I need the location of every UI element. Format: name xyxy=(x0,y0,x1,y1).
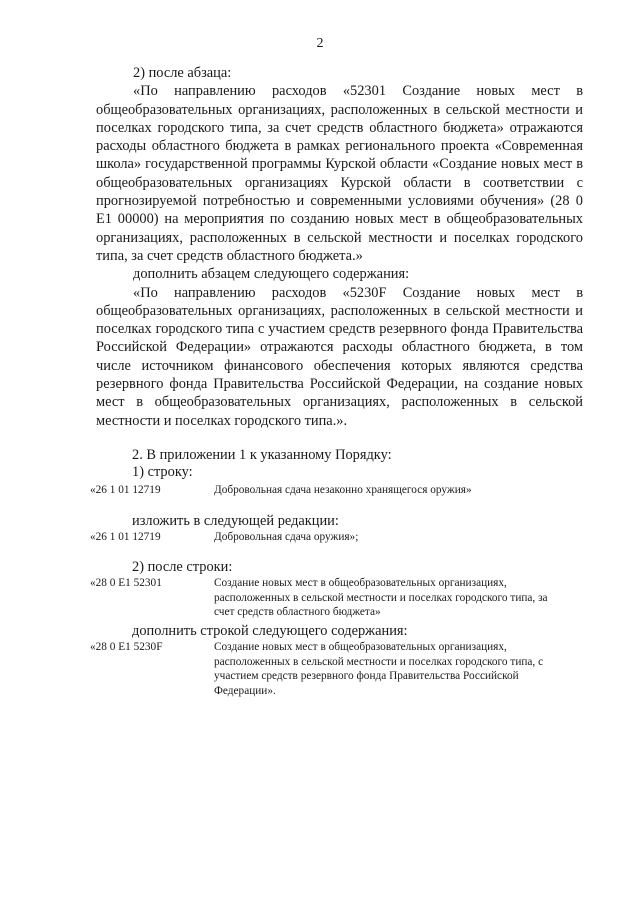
table-row-new xyxy=(90,530,560,545)
supplement-row-label: дополнить строкой следующего содержания: xyxy=(132,623,408,639)
quoted-paragraph-52301: «По направлению расходов «52301 Создание новых мест в общеобразовательных организациях, расположенных в сельской местности и поселках городского типа, за счет средств областного бюджета» отражаются расходы областного бюджета в рамках регионального проекта «Современная школа» государственной программы Курской области «Создание новых мест в общеобразовательных организациях Курской области в соответствии с прогнозируемой потребностью и современными условиями обучения» (28 0 Е1 00000) на мероприятия по созданию новых мест в общеобразовательных организациях, расположенных в сельской местности и поселках городского типа, за счет средств областного бюджета.» xyxy=(96,83,583,264)
item-2-label: 2) после строки: xyxy=(132,559,233,575)
row-description: Добровольная сдача незаконно хранящегося оружия» xyxy=(214,484,472,496)
item-1-label: 1) строку: xyxy=(132,464,193,480)
row-code: «26 1 01 12719 xyxy=(90,531,161,543)
section-2-heading: 2. В приложении 1 к указанному Порядку: xyxy=(132,447,392,463)
restate-label: изложить в следующей редакции: xyxy=(132,513,339,529)
table-row-5230F xyxy=(90,640,560,700)
supplement-intro: дополнить абзацем следующего содержания: xyxy=(133,266,410,283)
row-code: «28 0 Е1 5230F xyxy=(90,641,163,653)
row-code: «28 0 Е1 52301 xyxy=(90,577,162,589)
row-description: Создание новых мест в общеобразовательных организациях, расположенных в сельской местности и поселках городского типа, за счет средств областного бюджета» xyxy=(214,577,548,619)
new-paragraph-5230F: «По направлению расходов «5230F Создание новых мест в общеобразовательных организациях, расположенных в сельской местности и поселках городского типа с участием средств резервного фонда Правительства Российской Федерации» отражаются расходы областного бюджета, в том числе источником финансового обеспечения которых являются средства резервного фонда Правительства Российской Федерации, на создание новых мест в общеобразовательных организациях, расположенных в сельской местности и поселках городского типа.». xyxy=(96,284,583,429)
page-number: 2 xyxy=(316,36,324,51)
table-row-52301 xyxy=(90,576,560,621)
row-description: Создание новых мест в общеобразовательных организациях, расположенных в сельской местности и поселках городского типа, с участием средств резервного фонда Правительства Российской Федерации». xyxy=(214,641,544,697)
table-row-old xyxy=(90,483,560,498)
row-code: «26 1 01 12719 xyxy=(90,484,161,496)
section-1 xyxy=(96,64,583,430)
item-2-intro: 2) после абзаца: xyxy=(133,65,232,81)
row-description: Добровольная сдача оружия»; xyxy=(214,531,359,543)
